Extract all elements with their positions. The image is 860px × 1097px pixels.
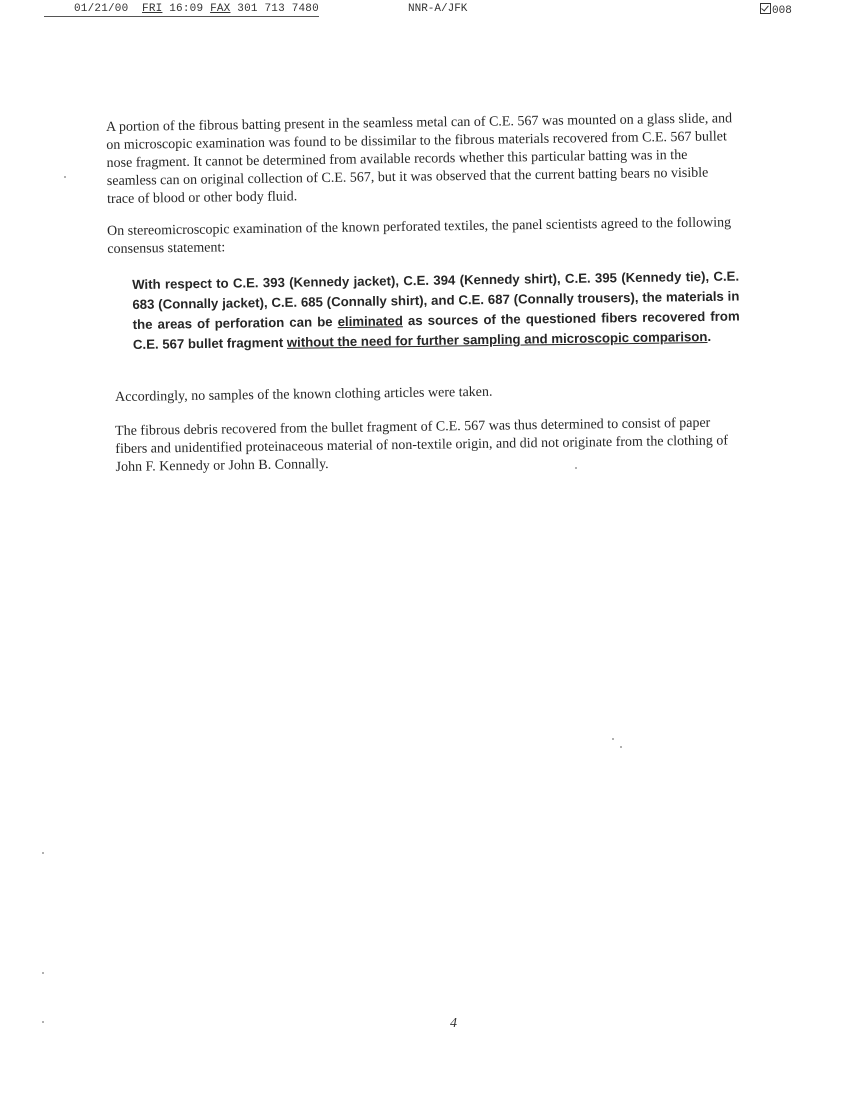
fax-sender: NNR-A/JFK — [408, 3, 468, 15]
paragraph-conclusion: The fibrous debris recovered from the bullet fragment of C.E. 567 was thus determined to consist of paper fibers and unidentified proteinaceous material of non-textile origin, and did not originate from the clothing of John F. Kennedy or John B. Connally. — [115, 415, 729, 475]
consensus-text-part2: as sources of the questioned fibers recovered from C.E. 567 bullet fragment — [132, 308, 740, 352]
page-number: 4 — [450, 1016, 457, 1031]
fax-page-code — [760, 3, 792, 17]
scan-speck — [42, 1021, 44, 1023]
fax-time: 16:09 — [169, 3, 204, 15]
paragraph-accordingly: Accordingly, no samples of the known clothing articles were taken. — [115, 384, 493, 405]
scan-speck — [620, 746, 622, 748]
fax-day: FRI — [142, 3, 163, 15]
scan-speck — [42, 972, 44, 974]
scan-speck — [42, 852, 44, 854]
fax-phone: 301 713 7480 — [237, 3, 319, 15]
scan-speck — [575, 467, 577, 469]
paragraph-batting: A portion of the fibrous batting present in the seamless metal can of C.E. 567 was mounted on a glass slide, and on microscopic examination was found to be dissimilar to the fibrous materials recovered from C.E. 567 bullet nose fragment. It cannot be determined from available records whether this particular batting was in the seamless can on original collection of C.E. 567, but it was observed that the current batting bears no visible trace of blood or other body fluid. — [106, 111, 733, 207]
consensus-without-phrase: without the need for further sampling and microscopic comparison — [286, 328, 708, 350]
fax-date: 01/21/00 — [74, 3, 129, 15]
scan-speck — [612, 738, 614, 740]
fax-page-code-text: 008 — [772, 5, 792, 17]
scan-speck — [64, 176, 66, 178]
consensus-eliminated: eliminated — [337, 313, 403, 330]
checkbox-icon — [760, 3, 771, 14]
consensus-end: . — [707, 328, 712, 344]
fax-transmission-header — [0, 3, 860, 21]
fax-label: FAX — [210, 3, 231, 15]
consensus-text-part1: With respect to C.E. 393 (Kennedy jacket), C.E. 394 (Kennedy shirt), C.E. 395 (Kennedy tie), C.E. 683 (Connally jacket), C.E. 685 (Connally shirt), and C.E. 687 (Connally trousers), the materials in the areas of perforation can be — [132, 268, 740, 332]
fax-header-left — [44, 3, 319, 17]
consensus-statement — [132, 267, 740, 355]
paragraph-stereomicroscopic: On stereomicroscopic examination of the known perforated textiles, the panel scientists agreed to the following consensus statement: — [107, 215, 732, 257]
